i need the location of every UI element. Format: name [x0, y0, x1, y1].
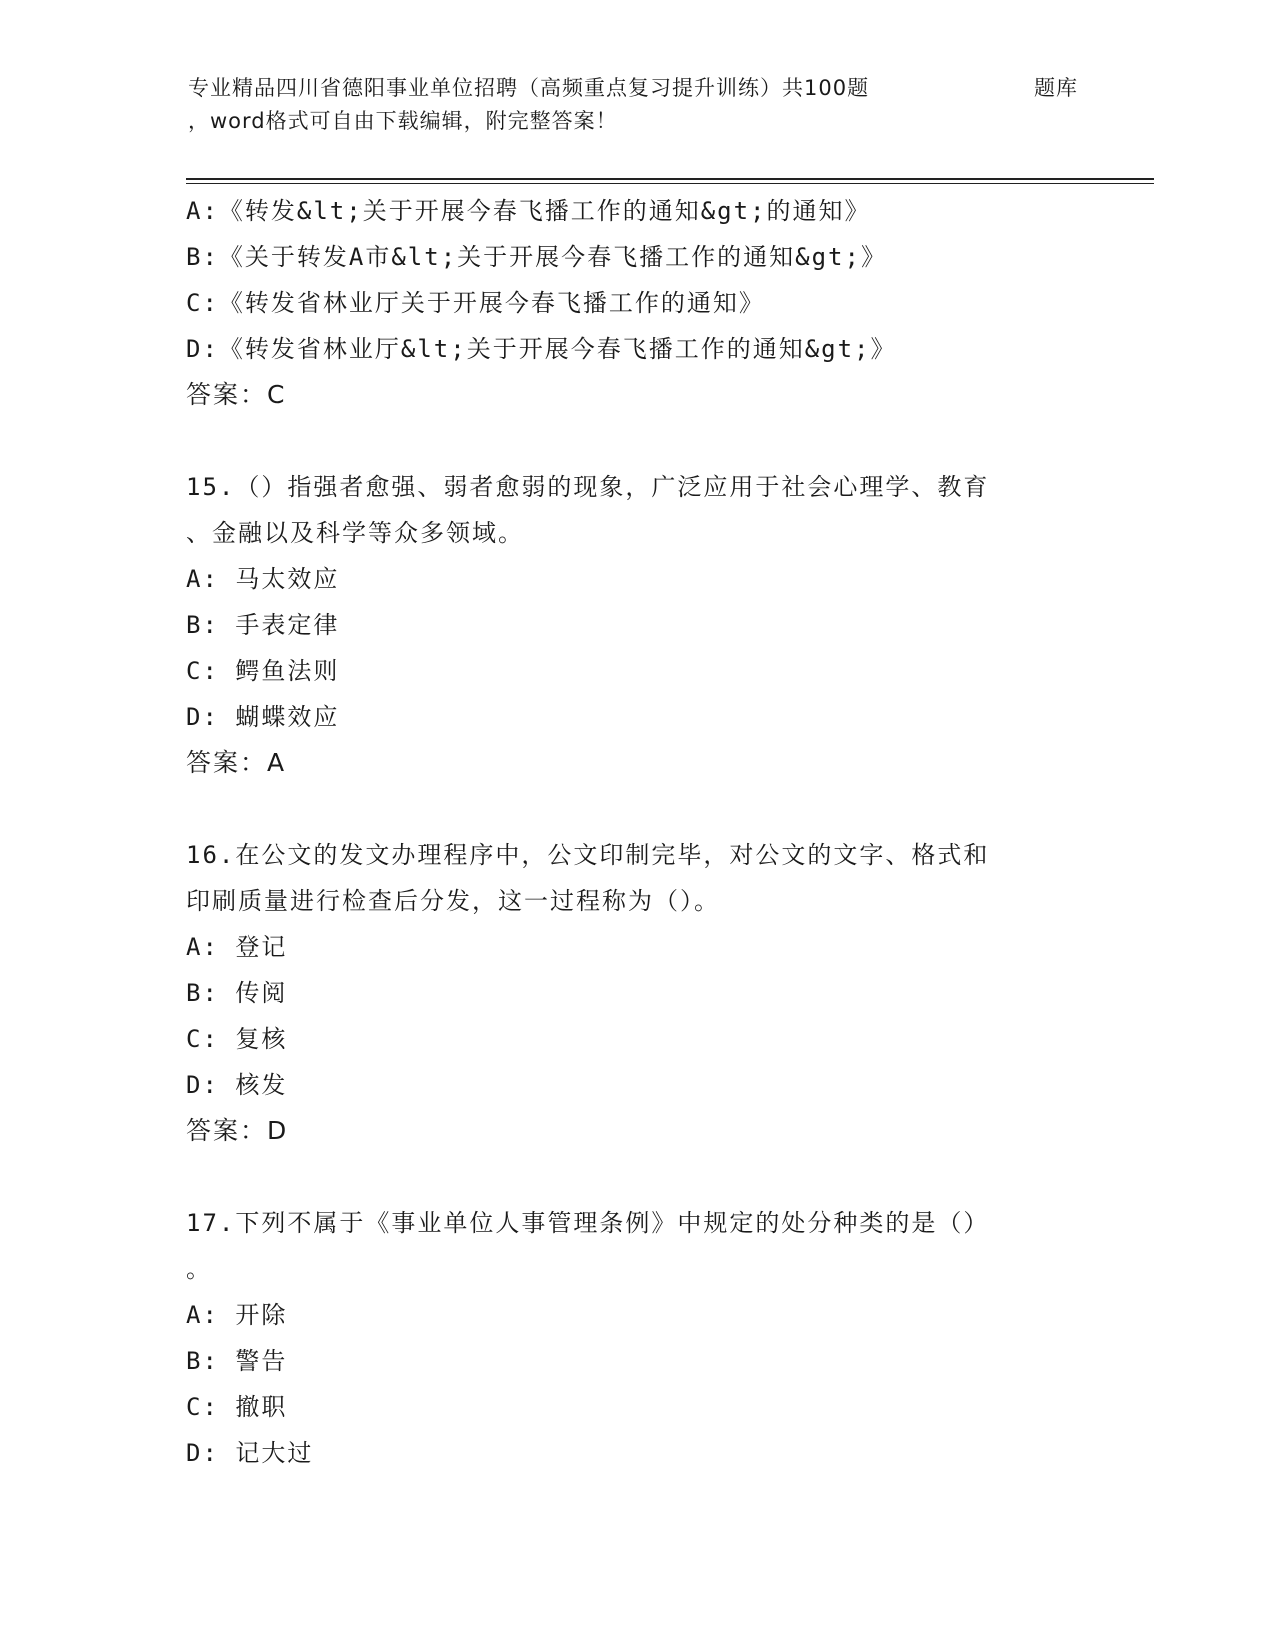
question-16: [186, 832, 1086, 1154]
option-c: C:《转发省林业厅关于开展今春飞播工作的通知》: [186, 289, 765, 317]
option-b: B:《关于转发A市&lt;关于开展今春飞播工作的通知&gt;》: [186, 243, 887, 271]
option-c: C: 鳄鱼法则: [186, 657, 340, 685]
header-tag: 题库: [1034, 76, 1078, 100]
question-stem-line: 、金融以及科学等众多领域。: [186, 519, 524, 547]
header-divider-thick: [186, 178, 1154, 180]
option-a: A: 马太效应: [186, 565, 340, 593]
option-a: A:《转发&lt;关于开展今春飞播工作的通知&gt;的通知》: [186, 197, 871, 225]
option-d: D: 蝴蝶效应: [186, 703, 340, 731]
option-d: D: 核发: [186, 1071, 288, 1099]
question-stem-line: 印刷质量进行检查后分发，这一过程称为（）。: [186, 887, 720, 915]
answer: 答案：C: [186, 380, 287, 409]
header-title: 专业精品四川省德阳事业单位招聘（高频重点复习提升训练）共100题: [188, 76, 870, 100]
question-stem-line: 15.（）指强者愈强、弱者愈弱的现象，广泛应用于社会心理学、教育: [186, 473, 990, 501]
option-d: D: 记大过: [186, 1439, 314, 1467]
answer: 答案：A: [186, 748, 287, 777]
question-17: [186, 1200, 1086, 1476]
question-content: [186, 188, 1086, 1476]
option-b: B: 手表定律: [186, 611, 340, 639]
answer: 答案：D: [186, 1116, 289, 1145]
question-stem-line: 17.下列不属于《事业单位人事管理条例》中规定的处分种类的是（）: [186, 1209, 990, 1237]
question-stem-line: 16.在公文的发文办理程序中，公文印制完毕，对公文的文字、格式和: [186, 841, 990, 869]
option-c: C: 复核: [186, 1025, 288, 1053]
question-15: [186, 464, 1086, 786]
option-b: B: 警告: [186, 1347, 288, 1375]
header-divider-thin: [186, 183, 1154, 184]
option-c: C: 撤职: [186, 1393, 288, 1421]
question-14-continued: [186, 188, 1086, 418]
question-stem-line: 。: [186, 1255, 212, 1283]
header-line-1: [188, 72, 1088, 105]
option-a: A: 开除: [186, 1301, 288, 1329]
page-header: [188, 72, 1088, 138]
option-b: B: 传阅: [186, 979, 288, 1007]
header-line-2: ，word格式可自由下载编辑，附完整答案！: [188, 109, 618, 133]
option-d: D:《转发省林业厅&lt;关于开展今春飞播工作的通知&gt;》: [186, 335, 897, 363]
option-a: A: 登记: [186, 933, 288, 961]
